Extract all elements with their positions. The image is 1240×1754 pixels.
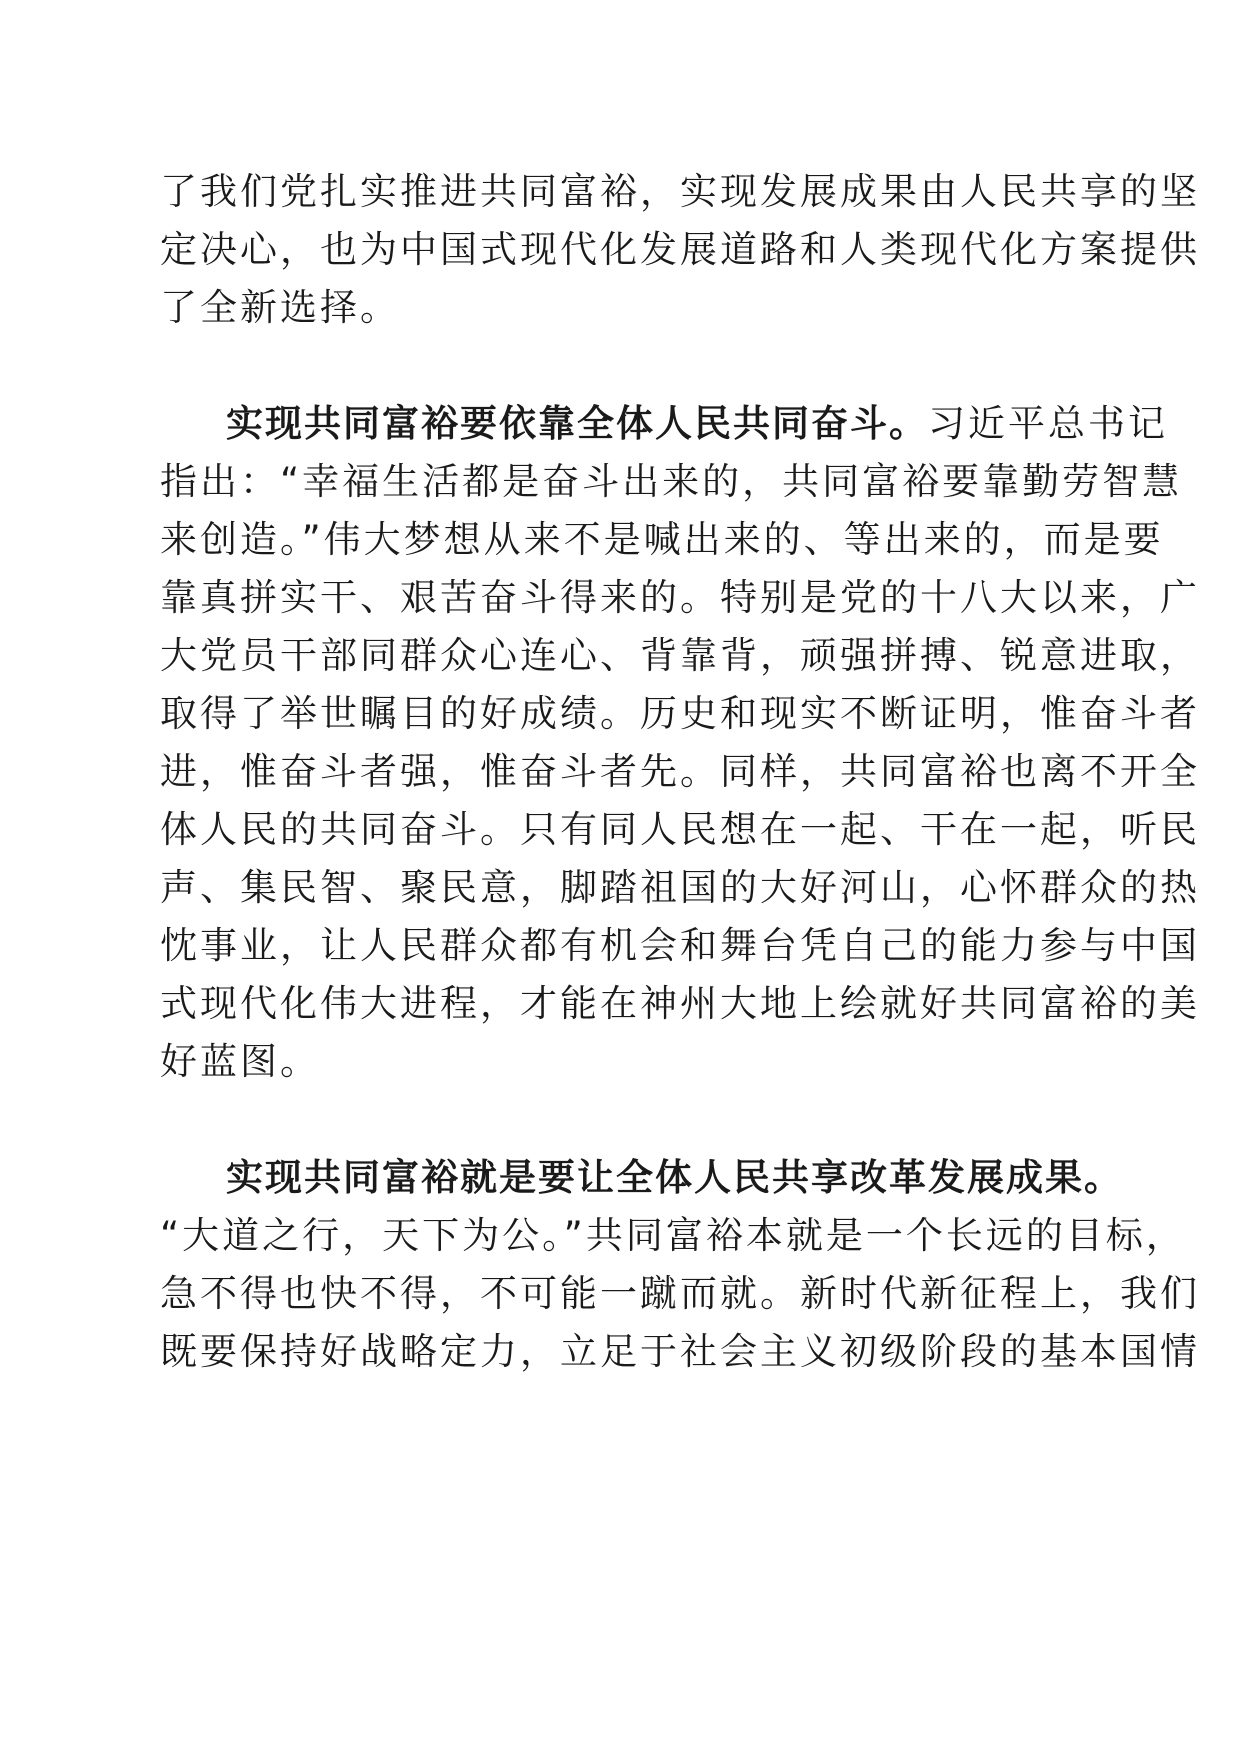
paragraph-2-line-10: 忱事业，让人民群众都有机会和舞台凭自己的能力参与中国 — [160, 924, 1200, 967]
paragraph-3-heading: 实现共同富裕就是要让全体人民共享改革发展成果。 — [226, 1156, 1123, 1199]
paragraph-2-line-9: 声、集民智、聚民意，脚踏祖国的大好河山，心怀群众的热 — [160, 866, 1200, 909]
paragraph-2-line-3: 来创造。”伟大梦想从来不是喊出来的、等出来的，而是要 — [160, 518, 1164, 561]
paragraph-3-line-2: “大道之行，天下为公。”共同富裕本就是一个长远的目标， — [160, 1214, 1186, 1257]
paragraph-2-line-4: 靠真拼实干、艰苦奋斗得来的。特别是党的十八大以来，广 — [160, 576, 1200, 619]
paragraph-1-line-2: 定决心，也为中国式现代化发展道路和人类现代化方案提供 — [160, 228, 1200, 271]
paragraph-2-line-12: 好蓝图。 — [160, 1040, 320, 1083]
paragraph-2-line-7: 进，惟奋斗者强，惟奋斗者先。同样，共同富裕也离不开全 — [160, 750, 1200, 793]
paragraph-2-first-line — [226, 402, 1168, 446]
paragraph-2-line-11: 式现代化伟大进程，才能在神州大地上绘就好共同富裕的美 — [160, 982, 1200, 1025]
paragraph-1-line-1: 了我们党扎实推进共同富裕，实现发展成果由人民共享的坚 — [160, 170, 1200, 213]
paragraph-2-heading: 实现共同富裕要依靠全体人民共同奋斗。 — [226, 402, 928, 445]
paragraph-2-line-5: 大党员干部同群众心连心、背靠背，顽强拼搏、锐意进取， — [160, 634, 1200, 677]
paragraph-1-line-3: 了全新选择。 — [160, 286, 400, 329]
paragraph-2-line-6: 取得了举世瞩目的好成绩。历史和现实不断证明，惟奋斗者 — [160, 692, 1200, 735]
paragraph-2-first-line-tail: 习近平总书记 — [928, 402, 1168, 445]
paragraph-3-line-3: 急不得也快不得，不可能一蹴而就。新时代新征程上，我们 — [160, 1272, 1200, 1315]
paragraph-2-line-2: 指出：“幸福生活都是奋斗出来的，共同富裕要靠勤劳智慧 — [160, 460, 1183, 503]
paragraph-2-line-8: 体人民的共同奋斗。只有同人民想在一起、干在一起，听民 — [160, 808, 1200, 851]
paragraph-3-line-4: 既要保持好战略定力，立足于社会主义初级阶段的基本国情 — [160, 1330, 1200, 1373]
